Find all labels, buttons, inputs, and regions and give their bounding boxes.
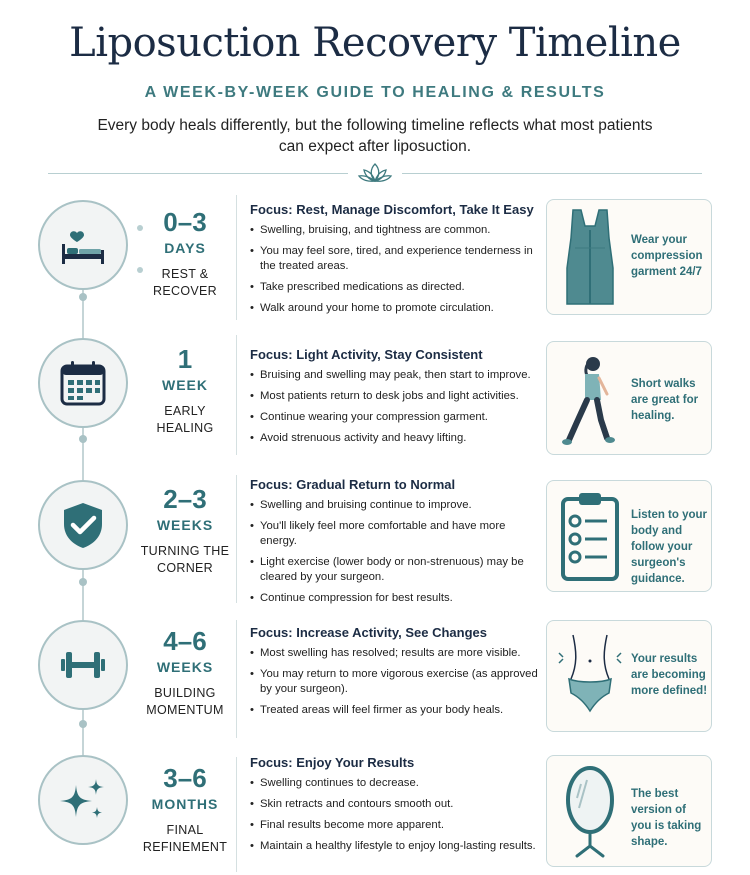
- stage-focus: Focus: Gradual Return to Normal: [250, 477, 456, 492]
- stage-period: [140, 485, 230, 577]
- list-item: • Treated areas will feel firmer as your body heals.: [250, 703, 542, 718]
- list-item: • Final results become more apparent.: [250, 818, 542, 833]
- list-item: • You may return to more vigorous exercise (as approved by your surgeon).: [250, 667, 542, 697]
- divider-left: [48, 173, 348, 174]
- dumbbell-icon: [58, 640, 108, 690]
- stage-number: 2–3: [163, 484, 207, 514]
- list-item: • Continue wearing your compression garment.: [250, 410, 542, 425]
- stage-icon-circle: [38, 620, 128, 710]
- list-item: • Light exercise (lower body or non-strenuous) may be cleared by your surgeon.: [250, 555, 542, 585]
- stage-phase: TURNING THE CORNER: [140, 544, 230, 575]
- vertical-separator: [236, 335, 237, 455]
- shield-check-icon: [58, 500, 108, 550]
- list-item: • Most swelling has resolved; results are more visible.: [250, 646, 542, 661]
- page-title: Liposuction Recovery Timeline: [69, 20, 681, 66]
- tip-text: The best version of you is taking shape.: [631, 788, 702, 848]
- stage-unit: MONTHS: [151, 796, 219, 812]
- stage-content: [250, 202, 542, 322]
- stage-number: 0–3: [163, 207, 207, 237]
- vertical-separator: [236, 757, 237, 872]
- stage-period: [140, 208, 230, 300]
- stage-phase: REST & RECOVER: [153, 267, 217, 298]
- tip-text: Listen to your body and follow your surgeon's guidance.: [631, 509, 708, 585]
- stage-focus: Focus: Light Activity, Stay Consistent: [250, 347, 483, 362]
- lotus-icon: [357, 161, 393, 185]
- stage-number: 1: [177, 344, 193, 374]
- stage-unit: WEEK: [162, 377, 208, 393]
- stage-icon-circle: [38, 200, 128, 290]
- sparkles-icon: [58, 775, 108, 825]
- list-item: • Swelling and bruising continue to improve.: [250, 498, 542, 513]
- stage-phase: BUILDING MOMENTUM: [146, 686, 224, 717]
- stage-number: 3–6: [163, 763, 207, 793]
- vertical-separator: [236, 620, 237, 738]
- list-item: • You may feel sore, tired, and experience tenderness in the treated areas.: [250, 244, 542, 274]
- stage-unit: DAYS: [164, 240, 206, 256]
- vertical-separator: [236, 475, 237, 603]
- stage-bullets: [250, 223, 542, 316]
- tip-card: [546, 755, 712, 867]
- tip-card: [546, 620, 712, 732]
- list-item: • Most patients return to desk jobs and light activities.: [250, 389, 542, 404]
- timeline-node: [79, 293, 87, 301]
- list-item: • Take prescribed medications as directed.: [250, 280, 542, 295]
- intro-text: Every body heals differently, but the following timeline reflects what most patients can expect after liposuction.: [97, 117, 653, 155]
- walking-woman-icon: [555, 350, 625, 448]
- stage-period: [140, 764, 230, 856]
- tip-card: [546, 199, 712, 315]
- stage-period: [140, 627, 230, 719]
- stage-icon-circle: [38, 480, 128, 570]
- mirror-icon: [555, 762, 625, 862]
- stage-number: 4–6: [163, 626, 207, 656]
- list-item: • Skin retracts and contours smooth out.: [250, 797, 542, 812]
- list-item: • Bruising and swelling may peak, then start to improve.: [250, 368, 542, 383]
- stage-focus: Focus: Enjoy Your Results: [250, 755, 415, 770]
- page-subtitle: A WEEK-BY-WEEK GUIDE TO HEALING & RESULTS: [144, 84, 606, 101]
- list-item: • Maintain a healthy lifestyle to enjoy long-lasting results.: [250, 839, 542, 854]
- calendar-icon: [58, 358, 108, 408]
- stage-content: [250, 625, 542, 724]
- tip-card: [546, 480, 712, 592]
- stage-content: [250, 347, 542, 452]
- stage-phase: FINAL REFINEMENT: [142, 823, 228, 854]
- stage-bullets: [250, 646, 542, 718]
- stage-content: [250, 755, 542, 860]
- stage-unit: WEEKS: [156, 517, 214, 533]
- vertical-separator: [236, 195, 237, 320]
- compression-garment-icon: [555, 208, 625, 308]
- stage-phase: EARLY HEALING: [156, 404, 214, 435]
- tip-card: [546, 341, 712, 455]
- stage-icon-circle: [38, 755, 128, 845]
- stage-focus: Focus: Rest, Manage Discomfort, Take It Easy: [250, 202, 534, 217]
- stage-bullets: [250, 498, 542, 606]
- stage-content: [250, 477, 542, 612]
- stage-unit: WEEKS: [156, 659, 214, 675]
- list-item: • Continue compression for best results.: [250, 591, 542, 606]
- tip-text: Wear your compression garment 24/7: [631, 234, 703, 278]
- divider-right: [402, 173, 702, 174]
- tip-text: Your results are becoming more defined!: [631, 653, 708, 697]
- list-item: • You'll likely feel more comfortable and have more energy.: [250, 519, 542, 549]
- stage-bullets: [250, 776, 542, 854]
- stage-focus: Focus: Increase Activity, See Changes: [250, 625, 487, 640]
- timeline-node: [79, 720, 87, 728]
- timeline-node: [79, 435, 87, 443]
- list-item: • Avoid strenuous activity and heavy lifting.: [250, 431, 542, 446]
- list-item: • Swelling continues to decrease.: [250, 776, 542, 791]
- tip-text: Short walks are great for healing.: [631, 378, 699, 422]
- waist-torso-icon: [555, 631, 625, 723]
- list-item: • Walk around your home to promote circulation.: [250, 301, 542, 316]
- bed-heart-icon: [58, 220, 108, 270]
- stage-period: [140, 345, 230, 437]
- stage-icon-circle: [38, 338, 128, 428]
- timeline-node: [79, 578, 87, 586]
- clipboard-checklist-icon: [555, 489, 625, 585]
- list-item: • Swelling, bruising, and tightness are common.: [250, 223, 542, 238]
- stage-bullets: [250, 368, 542, 446]
